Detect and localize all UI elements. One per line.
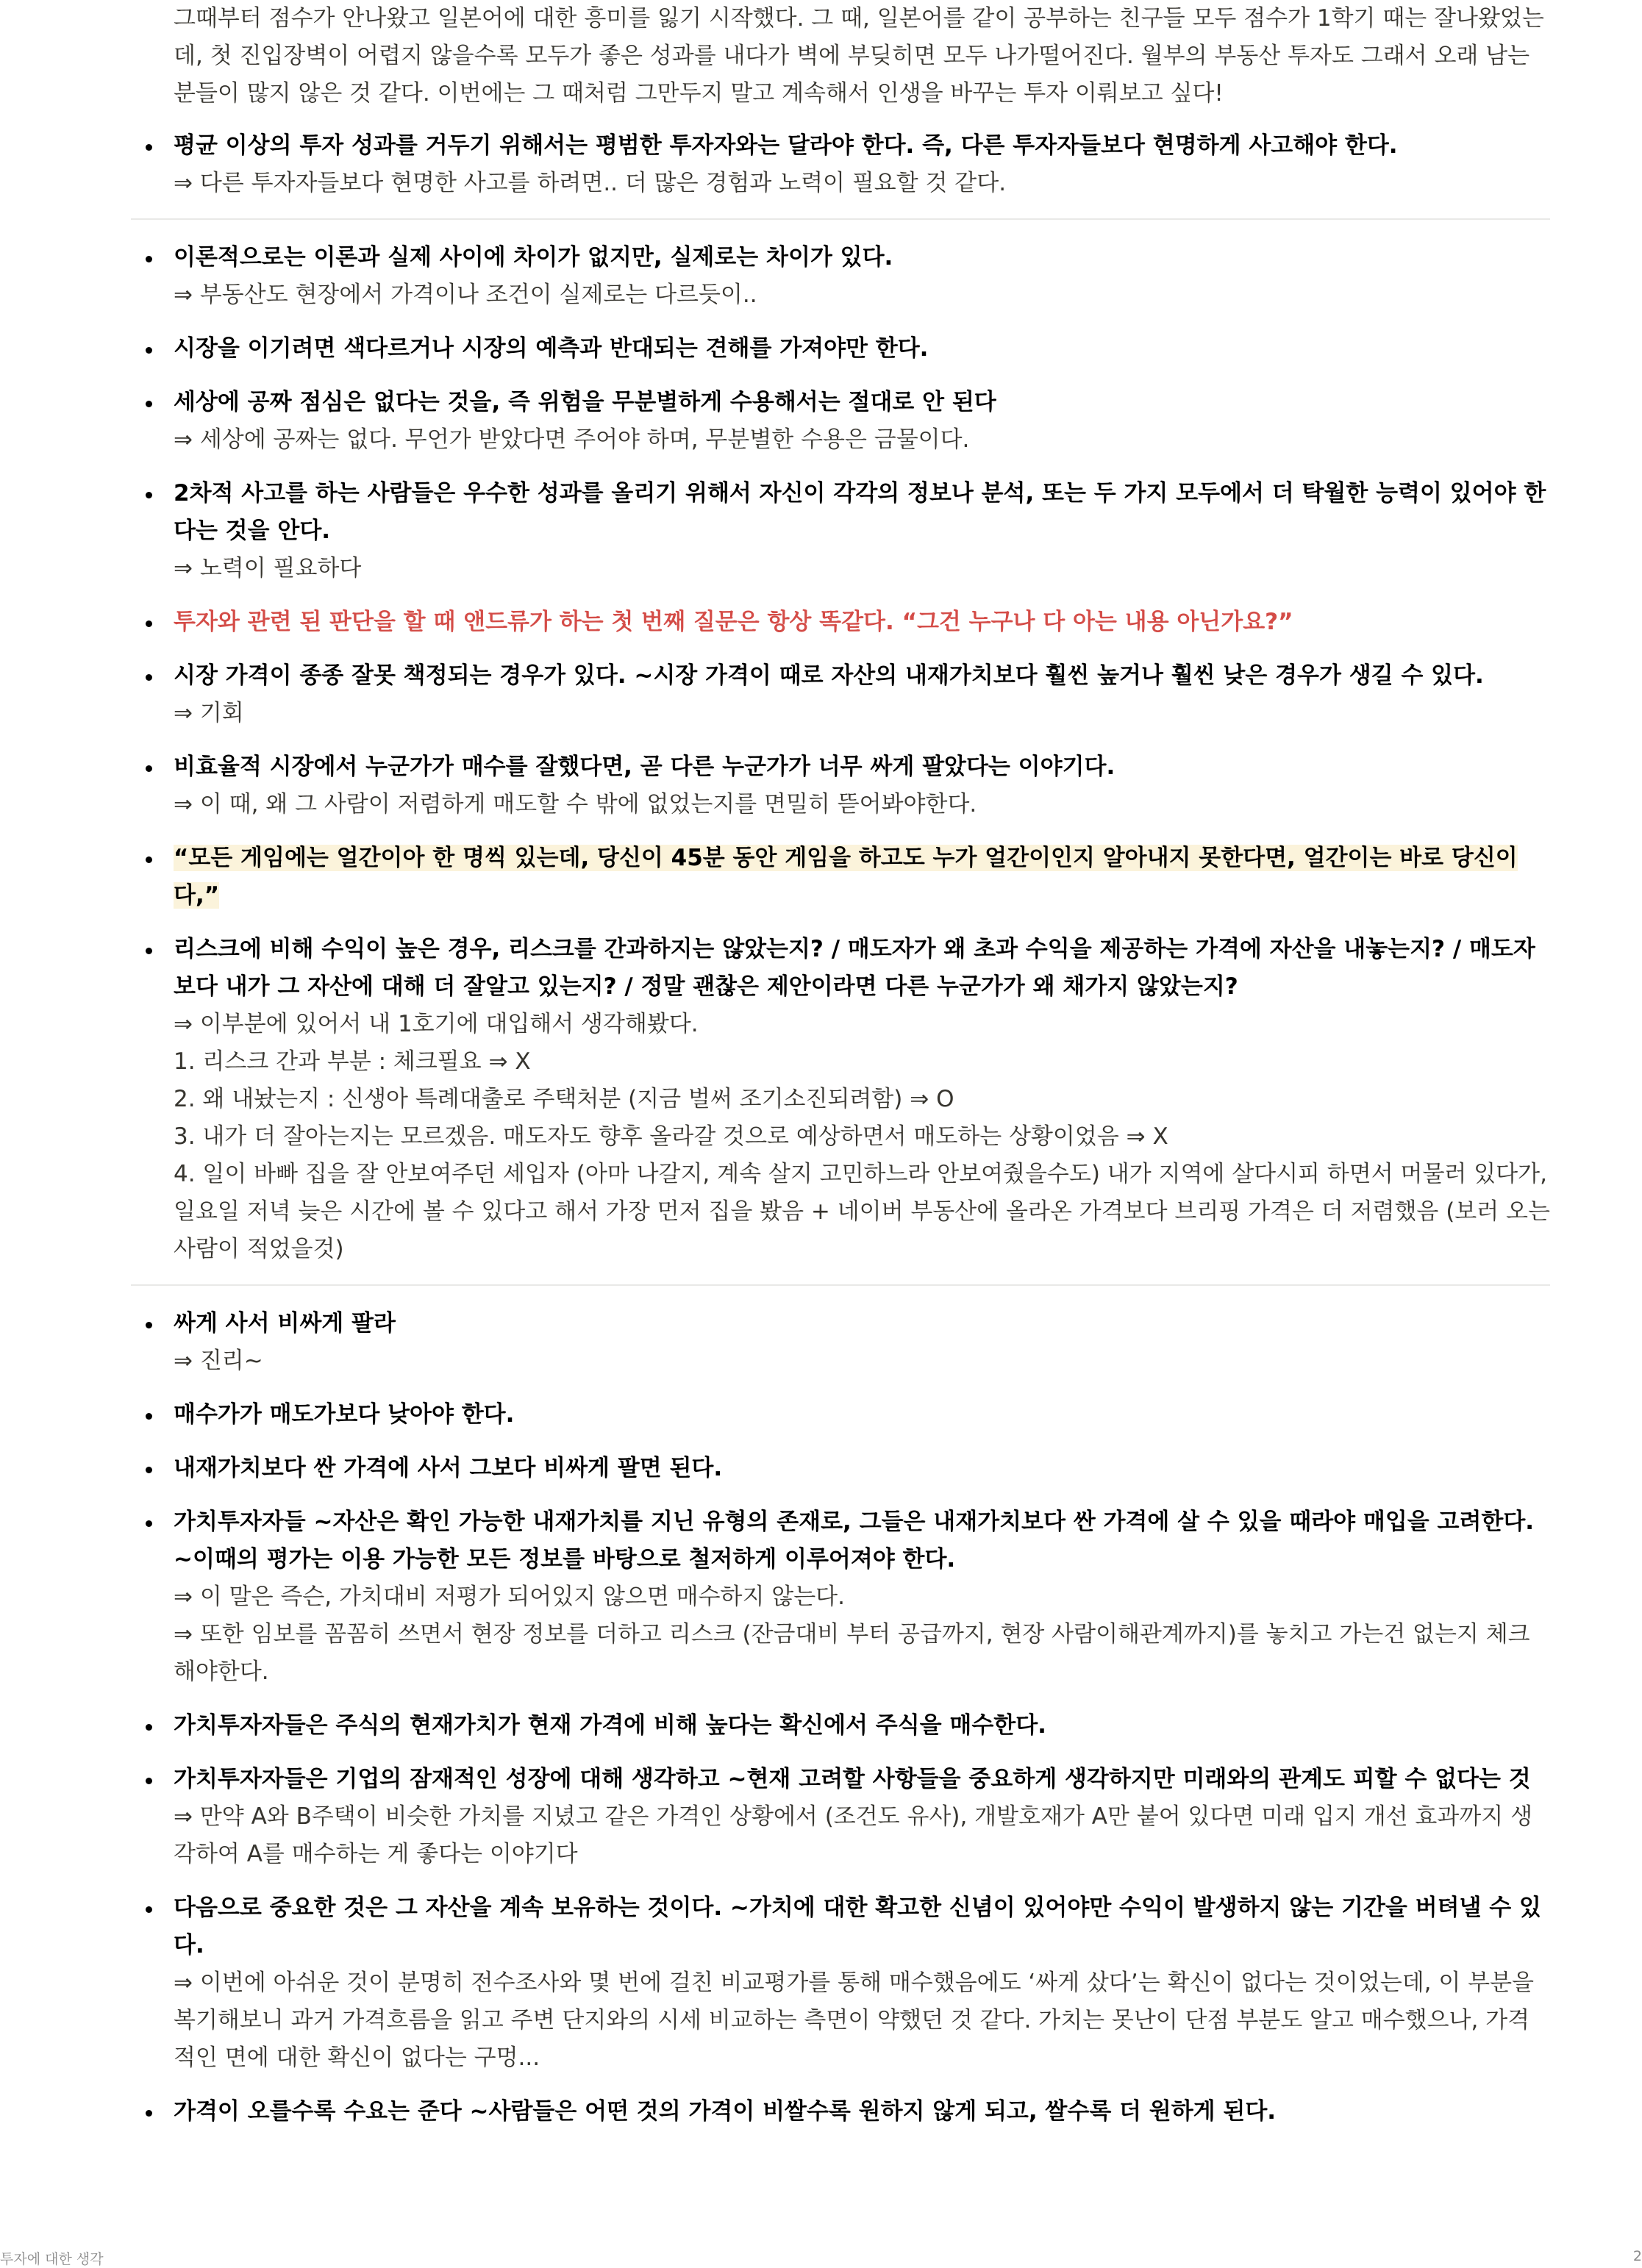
list-item: [131, 604, 1550, 641]
list-item: [131, 384, 1550, 459]
list-item-heading: 매수가가 매도가보다 낮아야 한다.: [174, 1401, 515, 1428]
list-item-note: 3. 내가 더 잘아는지는 모르겠음. 매도자도 향후 올라갈 것으로 예상하면서 매도하는 상황이었음 ⇒ X: [174, 1123, 1168, 1150]
list-item-heading: “모든 게임에는 얼간이아 한 명씩 있는데, 당신이 45분 동안 게임을 하고도 누가 얼간이인지 알아내지 못한다면, 얼간이는 바로 당신이다,”: [174, 845, 1518, 909]
list-item-note: ⇒ 만약 A와 B주택이 비슷한 가치를 지녔고 같은 가격인 상황에서 (조건도 유사), 개발호재가 A만 붙어 있다면 미래 입지 개선 효과까지 생각하여 A를 매수하는 게 좋다는 이야기다: [174, 1803, 1533, 1867]
divider: [131, 218, 1550, 220]
list-item-note: ⇒ 이 때, 왜 그 사람이 저렴하게 매도할 수 밖에 없었는지를 면밀히 뜯어봐야한다.: [174, 791, 977, 818]
list-item-heading: 시장을 이기려면 색다르거나 시장의 예측과 반대되는 견해를 가져야만 한다.: [174, 335, 929, 362]
list-item: [131, 239, 1550, 314]
list-item-note: ⇒ 이 말은 즉슨, 가치대비 저평가 되어있지 않으면 매수하지 않는다.: [174, 1584, 845, 1610]
list-item: [131, 657, 1550, 732]
list-item-note: ⇒ 부동산도 현장에서 가격이나 조건이 실제로는 다르듯이..: [174, 282, 757, 308]
list-item-note: ⇒ 이부분에 있어서 내 1호기에 대입해서 생각해봤다.: [174, 1011, 699, 1037]
list-item-heading: 시장 가격이 종종 잘못 책정되는 경우가 있다. ~시장 가격이 때로 자산의 내재가치보다 훨씬 높거나 훨씬 낮은 경우가 생길 수 있다.: [174, 662, 1484, 689]
list-item: [131, 1761, 1550, 1873]
list-item-heading: 내재가치보다 싼 가격에 사서 그보다 비싸게 팔면 된다.: [174, 1455, 723, 1481]
list-item-heading: 다음으로 중요한 것은 그 자산을 계속 보유하는 것이다. ~가치에 대한 확고한 신념이 있어야만 수익이 발생하지 않는 기간을 버텨낼 수 있다.: [174, 1895, 1541, 1958]
list-item: [131, 127, 1550, 202]
list-item-heading: 가치투자자들은 주식의 현재가치가 현재 가격에 비해 높다는 확신에서 주식을 매수한다.: [174, 1712, 1046, 1739]
page-number: 2: [1632, 2248, 1642, 2264]
list-item-heading: 이론적으로는 이론과 실제 사이에 차이가 없지만, 실제로는 차이가 있다.: [174, 244, 893, 271]
list-item: [131, 840, 1550, 915]
list-item-note: ⇒ 또한 임보를 꼼꼼히 쓰면서 현장 정보를 더하고 리스크 (잔금대비 부터 공급까지, 현장 사람이해관계까지)를 놓치고 가는건 없는지 체크해야한다.: [174, 1621, 1530, 1685]
bullet-list-2: [131, 239, 1550, 1268]
list-item-note: ⇒ 진리~: [174, 1348, 263, 1374]
document-page: [131, 0, 1550, 2147]
list-item: [131, 748, 1550, 823]
list-item-heading: 리스크에 비해 수익이 높은 경우, 리스크를 간과하지는 않았는지? / 매도자가 왜 초과 수익을 제공하는 가격에 자산을 내놓는지? / 매도자보다 내가 그 자산에 대해 더 잘알고 있는지? / 정말 괜찮은 제안이라면 다른 누군가가 왜 채가지 않았는지?: [174, 936, 1535, 1000]
list-item-heading: 평균 이상의 투자 성과를 거두기 위해서는 평범한 투자자와는 달라야 한다. 즉, 다른 투자자들보다 현명하게 사고해야 한다.: [174, 132, 1398, 159]
list-item-note: ⇒ 이번에 아쉬운 것이 분명히 전수조사와 몇 번에 걸친 비교평가를 통해 매수했음에도 ‘싸게 샀다’는 확신이 없다는 것이었는데, 이 부분을 복기해보니 과거 가격흐름을 읽고 주변 단지와의 시세 비교하는 측면이 약했던 것 같다. 가치는 못난이 단점 부분도 알고 매수했으나, 가격적인 면에 대한 확신이 없다는 구멍...: [174, 1970, 1534, 2071]
list-item-heading: 투자와 관련 된 판단을 할 때 앤드류가 하는 첫 번째 질문은 항상 똑같다. “그건 누구나 다 아는 내용 아닌가요?”: [174, 609, 1293, 635]
list-item: [131, 475, 1550, 587]
list-item-note: ⇒ 노력이 필요하다: [174, 555, 362, 582]
footer-title: 투자에 대한 생각: [0, 2251, 104, 2267]
list-item-heading: 싸게 사서 비싸게 팔라: [174, 1310, 396, 1337]
list-item: [131, 1707, 1550, 1745]
list-item: [131, 2093, 1550, 2131]
list-item-note: 4. 일이 바빠 집을 잘 안보여주던 세입자 (아마 나갈지, 계속 살지 고민하느라 안보여줬을수도) 내가 지역에 살다시피 하면서 머물러 있다가, 일요일 저녁 늦은 시간에 볼 수 있다고 해서 가장 먼저 집을 봤음 + 네이버 부동산에 올라온 가격보다 브리핑 가격은 더 저렴했음 (보러 오는 사람이 적었을것): [174, 1161, 1550, 1262]
list-item: [131, 1889, 1550, 2077]
list-item: [131, 931, 1550, 1268]
list-item-note: ⇒ 다른 투자자들보다 현명한 사고를 하려면.. 더 많은 경험과 노력이 필요할 것 같다.: [174, 170, 1007, 196]
list-item-note: ⇒ 세상에 공짜는 없다. 무언가 받았다면 주어야 하며, 무분별한 수용은 금물이다.: [174, 426, 970, 453]
list-item-heading: 비효율적 시장에서 누군가가 매수를 잘했다면, 곧 다른 누군가가 너무 싸게 팔았다는 이야기다.: [174, 754, 1116, 780]
list-item: [131, 1450, 1550, 1487]
list-item-heading: 2차적 사고를 하는 사람들은 우수한 성과를 올리기 위해서 자신이 각각의 정보나 분석, 또는 두 가지 모두에서 더 탁월한 능력이 있어야 한다는 것을 안다.: [174, 480, 1546, 544]
list-item-note: 1. 리스크 간과 부분 : 체크필요 ⇒ X: [174, 1048, 531, 1075]
bullet-list-1: [131, 127, 1550, 202]
list-item-note: 2. 왜 내놨는지 : 신생아 특례대출로 주택처분 (지금 벌써 조기소진되려함) ⇒ O: [174, 1086, 954, 1112]
list-item: [131, 1503, 1550, 1691]
list-item: [131, 1305, 1550, 1380]
list-item-heading: 세상에 공짜 점심은 없다는 것을, 즉 위험을 무분별하게 수용해서는 절대로 안 된다: [174, 389, 996, 415]
list-item-note: ⇒ 기회: [174, 700, 244, 726]
list-item-heading: 가치투자자들 ~자산은 확인 가능한 내재가치를 지닌 유형의 존재로, 그들은 내재가치보다 싼 가격에 살 수 있을 때라야 매입을 고려한다. ~이때의 평가는 이용 가능한 모든 정보를 바탕으로 철저하게 이루어져야 한다.: [174, 1509, 1535, 1573]
divider: [131, 1284, 1550, 1286]
list-item-heading: 가격이 오를수록 수요는 준다 ~사람들은 어떤 것의 가격이 비쌀수록 원하지 않게 되고, 쌀수록 더 원하게 된다.: [174, 2098, 1277, 2125]
list-item: [131, 330, 1550, 368]
list-item: [131, 1396, 1550, 1434]
list-item-heading: 가치투자자들은 기업의 잠재적인 성장에 대해 생각하고 ~현재 고려할 사항들을 중요하게 생각하지만 미래와의 관계도 피할 수 없다는 것: [174, 1766, 1531, 1792]
bullet-list-3: [131, 1305, 1550, 2131]
intro-paragraph: 그때부터 점수가 안나왔고 일본어에 대한 흥미를 잃기 시작했다. 그 때, 일본어를 같이 공부하는 친구들 모두 점수가 1학기 때는 잘나왔었는데, 첫 진입장벽이 어렵지 않을수록 모두가 좋은 성과를 내다가 벽에 부딪히면 모두 나가떨어진다. 월부의 부동산 투자도 그래서 오래 남는 분들이 많지 않은 것 같다. 이번에는 그 때처럼 그만두지 말고 계속해서 인생을 바꾸는 투자 이뤄보고 싶다!: [174, 5, 1544, 107]
